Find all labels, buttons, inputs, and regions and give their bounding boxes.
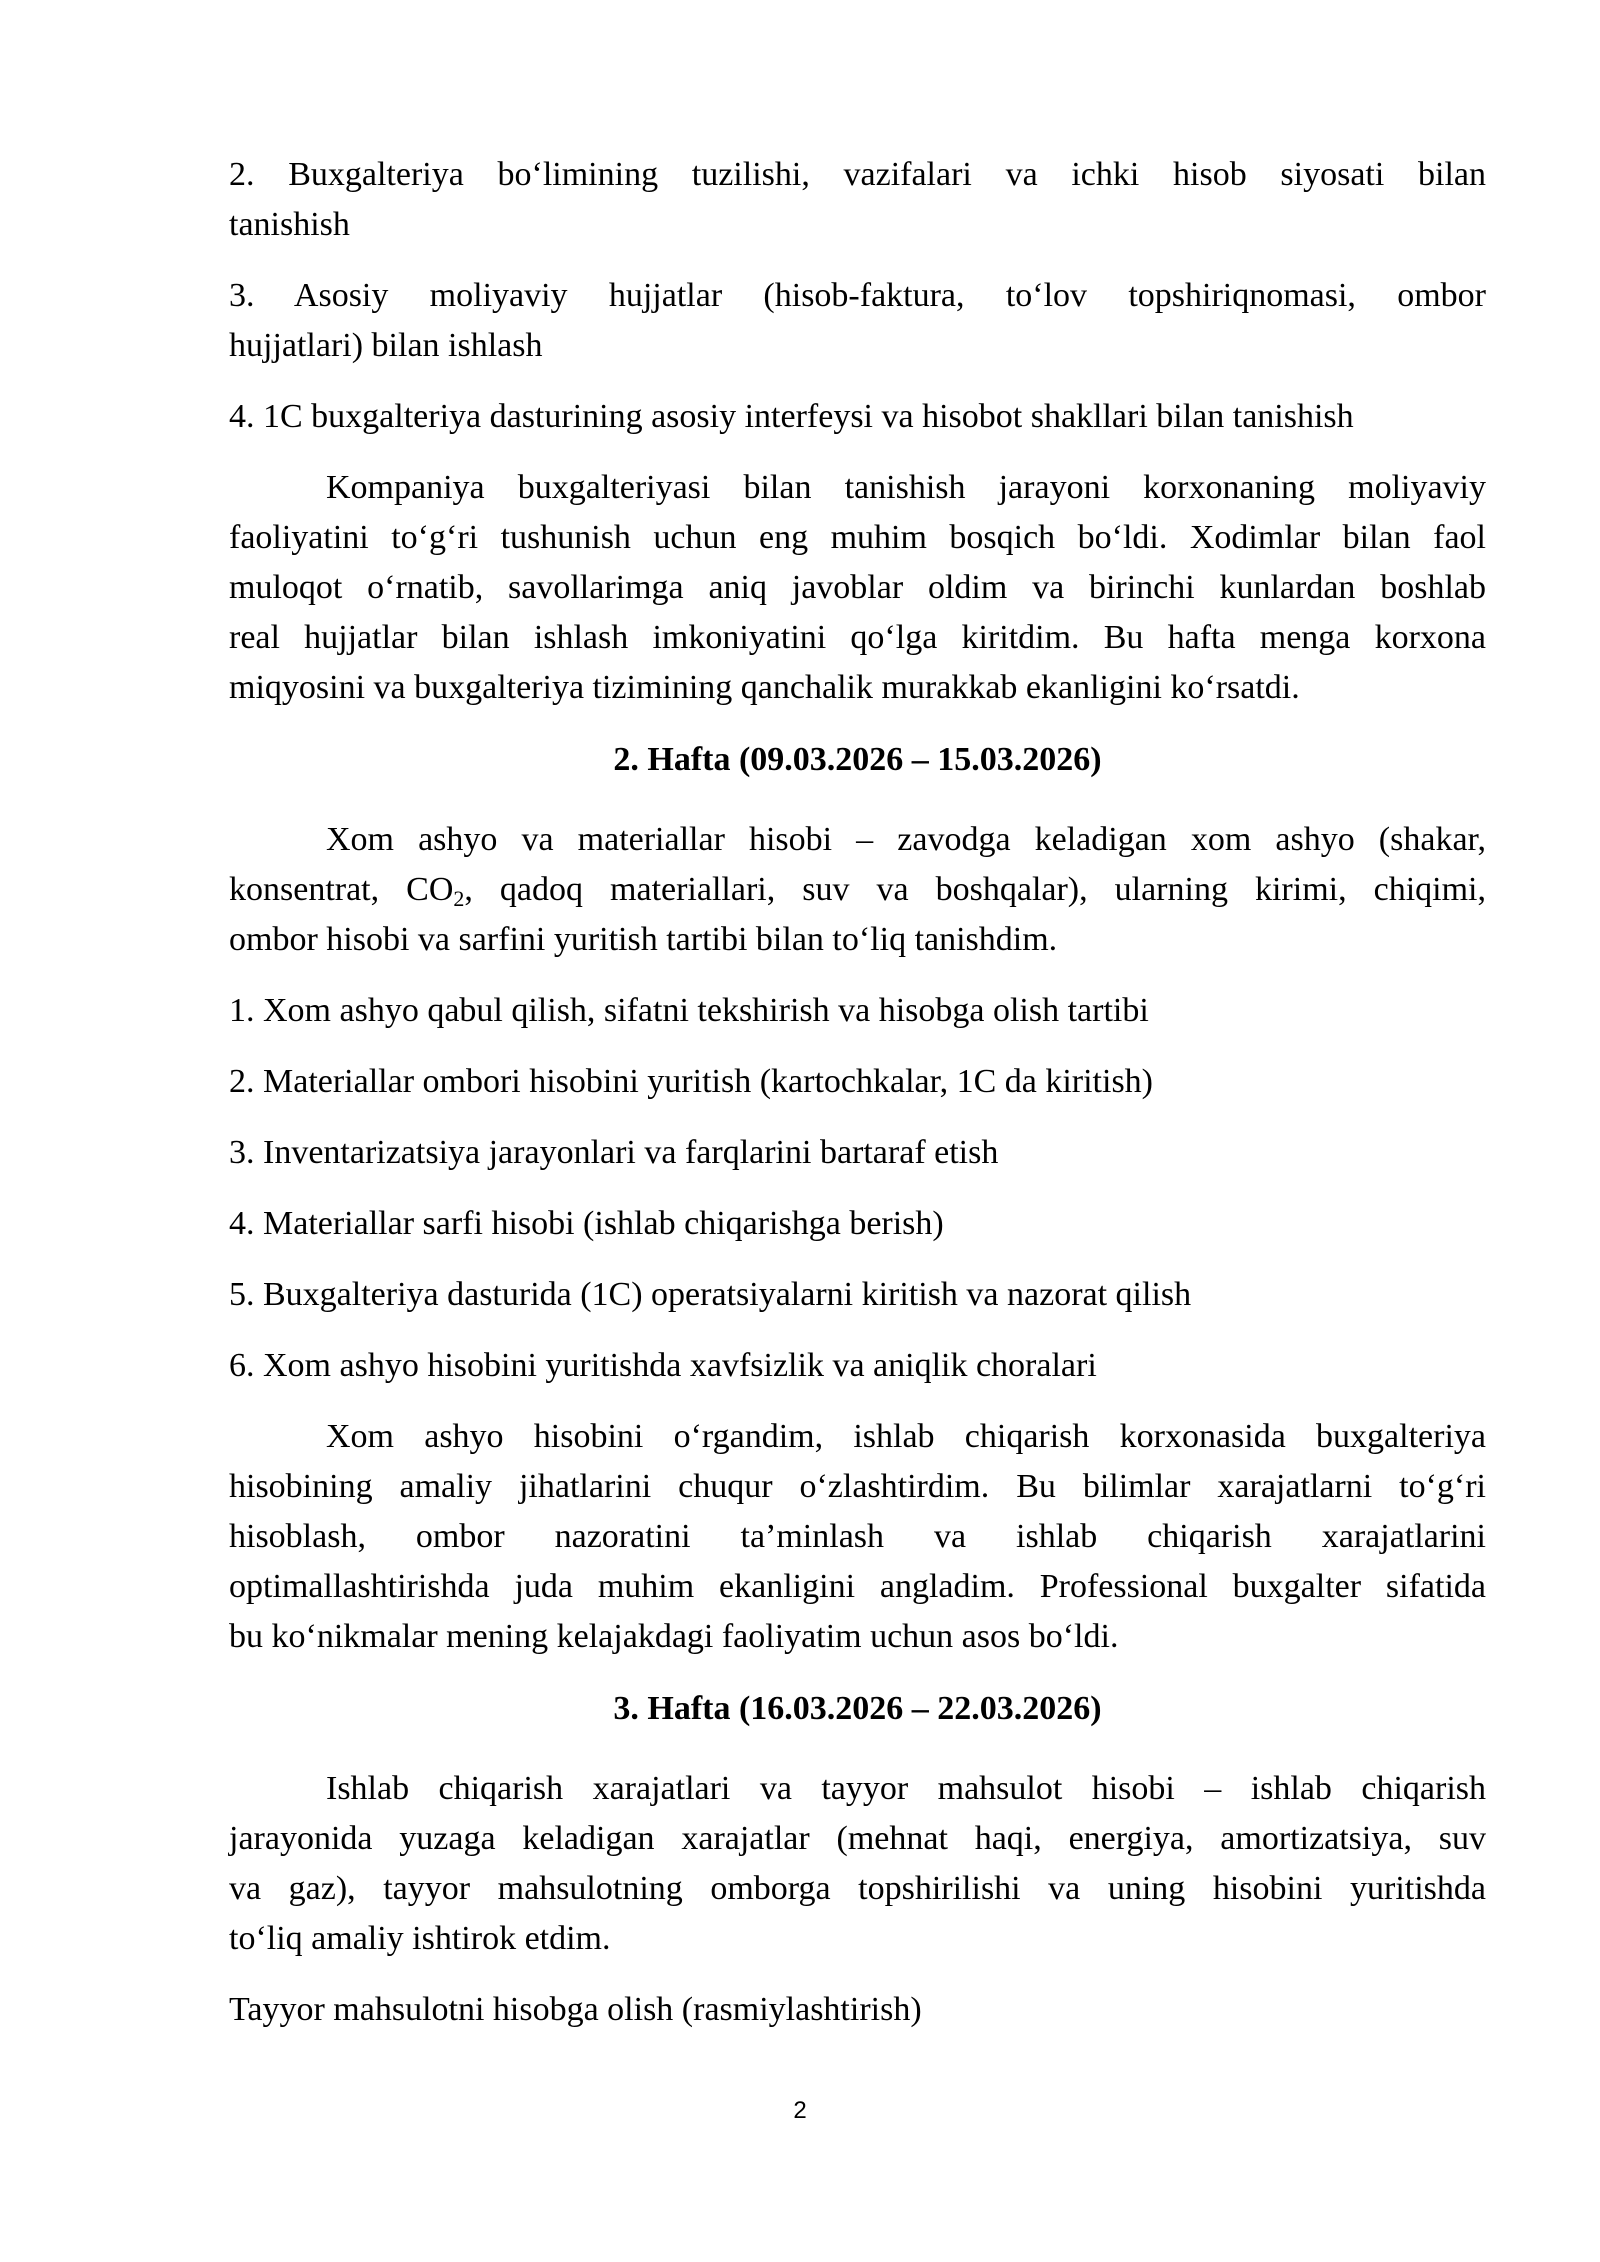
week2-intro-paragraph: [229, 815, 1486, 965]
week2-heading: 2. Hafta (09.03.2026 – 15.03.2026): [613, 741, 1102, 778]
list-item: 2. Materiallar ombori hisobini yuritish (kartochkalar, 1C da kiritish): [229, 1063, 1153, 1100]
paragraph-line: optimallashtirishda juda muhim ekanligini angladim. Professional buxgalter sifatida: [229, 1568, 1486, 1605]
paragraph-line: miqyosini va buxgalteriya tizimining qanchalik murakkab ekanligini ko‘rsatdi.: [229, 669, 1300, 706]
paragraph-line: real hujjatlar bilan ishlash imkoniyatini qo‘lga kiritdim. Bu hafta menga korxona: [229, 619, 1486, 656]
paragraph-line: hisoblash, ombor nazoratini ta’minlash va ishlab chiqarish xarajatlarini: [229, 1518, 1486, 1555]
paragraph-line: [229, 865, 1486, 915]
subscript: 2: [453, 886, 465, 911]
paragraph-line: muloqot o‘rnatib, savollarimga aniq javoblar oldim va birinchi kunlardan boshlab: [229, 569, 1486, 606]
list-item: 5. Buxgalteriya dasturida (1C) operatsiyalarni kiritish va nazorat qilish: [229, 1276, 1192, 1313]
list-item: 1. Xom ashyo qabul qilish, sifatni tekshirish va hisobga olish tartibi: [229, 992, 1149, 1029]
list-item: [229, 271, 1486, 371]
paragraph-line: Kompaniya buxgalteriyasi bilan tanishish jarayoni korxonaning moliyaviy: [326, 469, 1486, 506]
paragraph-line: hisobining amaliy jihatlarini chuqur o‘zlashtirdim. Bu bilimlar xarajatlarni to‘g‘ri: [229, 1468, 1486, 1505]
list-item: Tayyor mahsulotni hisobga olish (rasmiylashtirish): [229, 1991, 922, 2028]
list-item-line: tanishish: [229, 206, 350, 243]
text-run: , qadoq materiallari, suv va boshqalar), ularning kirimi, chiqimi,: [464, 871, 1486, 908]
paragraph-line: Xom ashyo hisobini o‘rgandim, ishlab chiqarish korxonasida buxgalteriya: [326, 1418, 1486, 1455]
list-item: [229, 150, 1486, 250]
list-item-line: hujjatlari) bilan ishlash: [229, 327, 543, 364]
list-item-line: 3. Asosiy moliyaviy hujjatlar (hisob-faktura, to‘lov topshiriqnomasi, ombor: [229, 277, 1486, 314]
week3-heading: 3. Hafta (16.03.2026 – 22.03.2026): [613, 1690, 1102, 1727]
paragraph-line: faoliyatini to‘g‘ri tushunish uchun eng muhim bosqich bo‘ldi. Xodimlar bilan faol: [229, 519, 1486, 556]
text-run: konsentrat, CO: [229, 871, 454, 908]
list-item: 6. Xom ashyo hisobini yuritishda xavfsizlik va aniqlik choralari: [229, 1347, 1097, 1384]
paragraph-line: Ishlab chiqarish xarajatlari va tayyor mahsulot hisobi – ishlab chiqarish: [326, 1770, 1486, 1807]
list-item-line: 4. 1C buxgalteriya dasturining asosiy interfeysi va hisobot shakllari bilan tanishish: [229, 398, 1354, 435]
page-content: [229, 150, 1486, 2035]
paragraph-line: ombor hisobi va sarfini yuritish tartibi bilan to‘liq tanishdim.: [229, 921, 1058, 958]
page-number: 2: [793, 2097, 807, 2124]
week2-summary-paragraph: [229, 1412, 1486, 1662]
paragraph-line: va gaz), tayyor mahsulotning omborga topshirilishi va uning hisobini yuritishda: [229, 1870, 1486, 1907]
week1-summary-paragraph: [229, 463, 1486, 713]
paragraph-line: jarayonida yuzaga keladigan xarajatlar (mehnat haqi, energiya, amortizatsiya, suv: [229, 1820, 1486, 1857]
paragraph-line: to‘liq amaliy ishtirok etdim.: [229, 1920, 611, 1957]
week3-intro-paragraph: [229, 1764, 1486, 1964]
list-item: 4. Materiallar sarfi hisobi (ishlab chiqarishga berish): [229, 1205, 944, 1242]
paragraph-line: bu ko‘nikmalar mening kelajakdagi faoliyatim uchun asos bo‘ldi.: [229, 1618, 1119, 1655]
list-item: [229, 392, 1486, 442]
list-item: 3. Inventarizatsiya jarayonlari va farqlarini bartaraf etish: [229, 1134, 999, 1171]
list-item-line: 2. Buxgalteriya bo‘limining tuzilishi, vazifalari va ichki hisob siyosati bilan: [229, 156, 1486, 193]
paragraph-line: Xom ashyo va materiallar hisobi – zavodga keladigan xom ashyo (shakar,: [326, 821, 1486, 858]
